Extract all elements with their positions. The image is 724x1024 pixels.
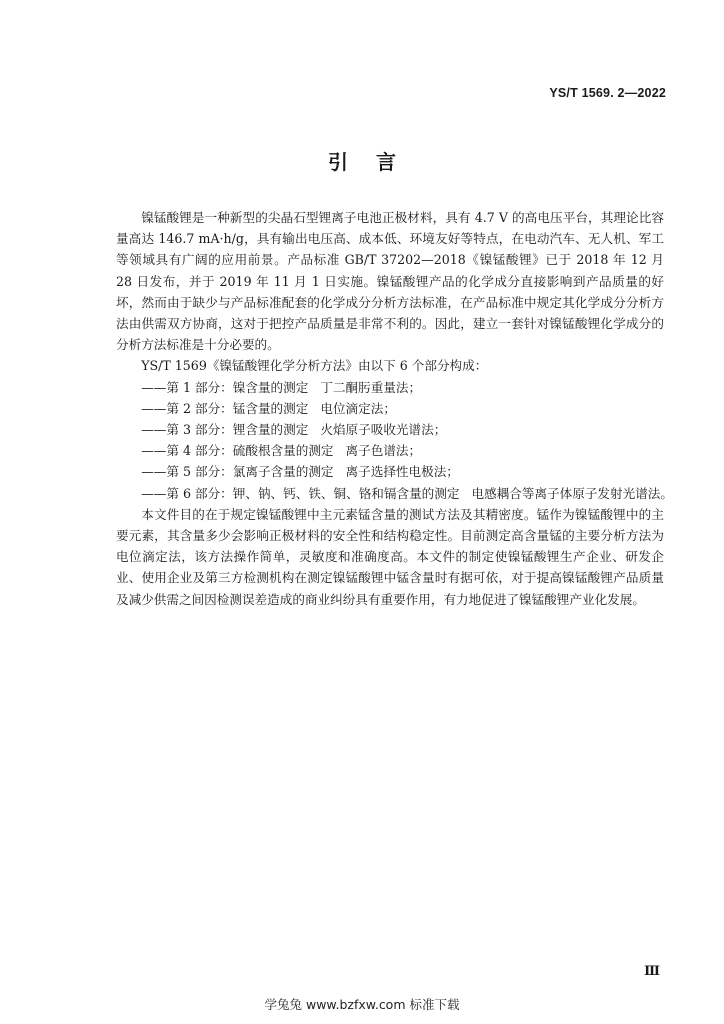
part-method: 火焰原子吸收光谱法； <box>320 422 447 438</box>
part-method: 电位滴定法； <box>320 400 396 416</box>
intro-paragraph-2: YS/T 1569《镍锰酸锂化学分析方法》由以下 6 个部分构成： <box>141 358 488 374</box>
introduction-body <box>116 207 673 610</box>
list-item <box>116 461 664 482</box>
list-item <box>116 377 664 398</box>
intro-paragraph-1: 镍锰酸锂是一种新型的尖晶石型锂离子电池正极材料，具有 4.7 V 的高电压平台，其理论比容量高达 146.7 mA·h/g，具有输出电压高、成本低、环境友好等特点，在电动汽车、无人机、军工等领域具有广阔的应用前景。产品标准 GB/T 37202—2018《镍锰酸锂》已于 2018 年 12 月 28 日发布，并于 2019 年 11 月 1 日实施。镍锰酸锂产品的化学成分直接影响到产品质量的好坏，然而由于缺少与产品标准配套的化学成分分析方法标准，在产品标准中规定其化学成分分析方法由供需双方协商，这对于把控产品质量是非常不利的。因此，建立一套针对镍锰酸锂化学成分的分析方法标准是十分必要的。 <box>116 210 664 353</box>
list-item <box>116 440 664 461</box>
part-method: 丁二酮肟重量法； <box>320 379 422 395</box>
part-label: ——第 4 部分：硫酸根含量的测定 <box>141 443 334 459</box>
footer-watermark: 学兔兔 www.bzfxw.com 标准下载 <box>264 997 460 1012</box>
intro-paragraph-3: 本文件目的在于规定镍锰酸锂中主元素锰含量的测试方法及其精密度。锰作为镍锰酸锂中的主要元素，其含量多少会影响正极材料的安全性和结构稳定性。目前测定高含量锰的主要分析方法为电位滴定法，该方法操作简单，灵敏度和准确度高。本文件的制定使镍锰酸锂生产企业、研发企业、使用企业及第三方检测机构在测定镍锰酸锂中锰含量时有据可依，对于提高镍锰酸锂产品质量及减少供需之间因检测误差造成的商业纠纷具有重要作用，有力地促进了镍锰酸锂产业化发展。 <box>116 506 664 607</box>
page-number: Ⅲ <box>644 964 660 979</box>
part-label: ——第 2 部分：锰含量的测定 <box>141 400 309 416</box>
part-label: ——第 6 部分：钾、钠、钙、铁、铜、铬和镉含量的测定 <box>141 485 460 501</box>
list-item <box>116 398 664 419</box>
part-label: ——第 5 部分：氯离子含量的测定 <box>141 464 334 480</box>
list-item <box>116 483 673 504</box>
part-label: ——第 3 部分：锂含量的测定 <box>141 422 309 438</box>
part-method: 离子选择性电极法； <box>345 464 459 480</box>
section-title: 引言 <box>328 150 424 174</box>
part-method: 离子色谱法； <box>345 443 422 459</box>
part-method: 电感耦合等离子体原子发射光谱法。 <box>471 485 673 501</box>
list-item <box>116 419 664 440</box>
parts-list <box>116 377 673 504</box>
part-label: ——第 1 部分：镍含量的测定 <box>141 379 309 395</box>
standard-number: YS/T 1569. 2—2022 <box>549 86 666 100</box>
